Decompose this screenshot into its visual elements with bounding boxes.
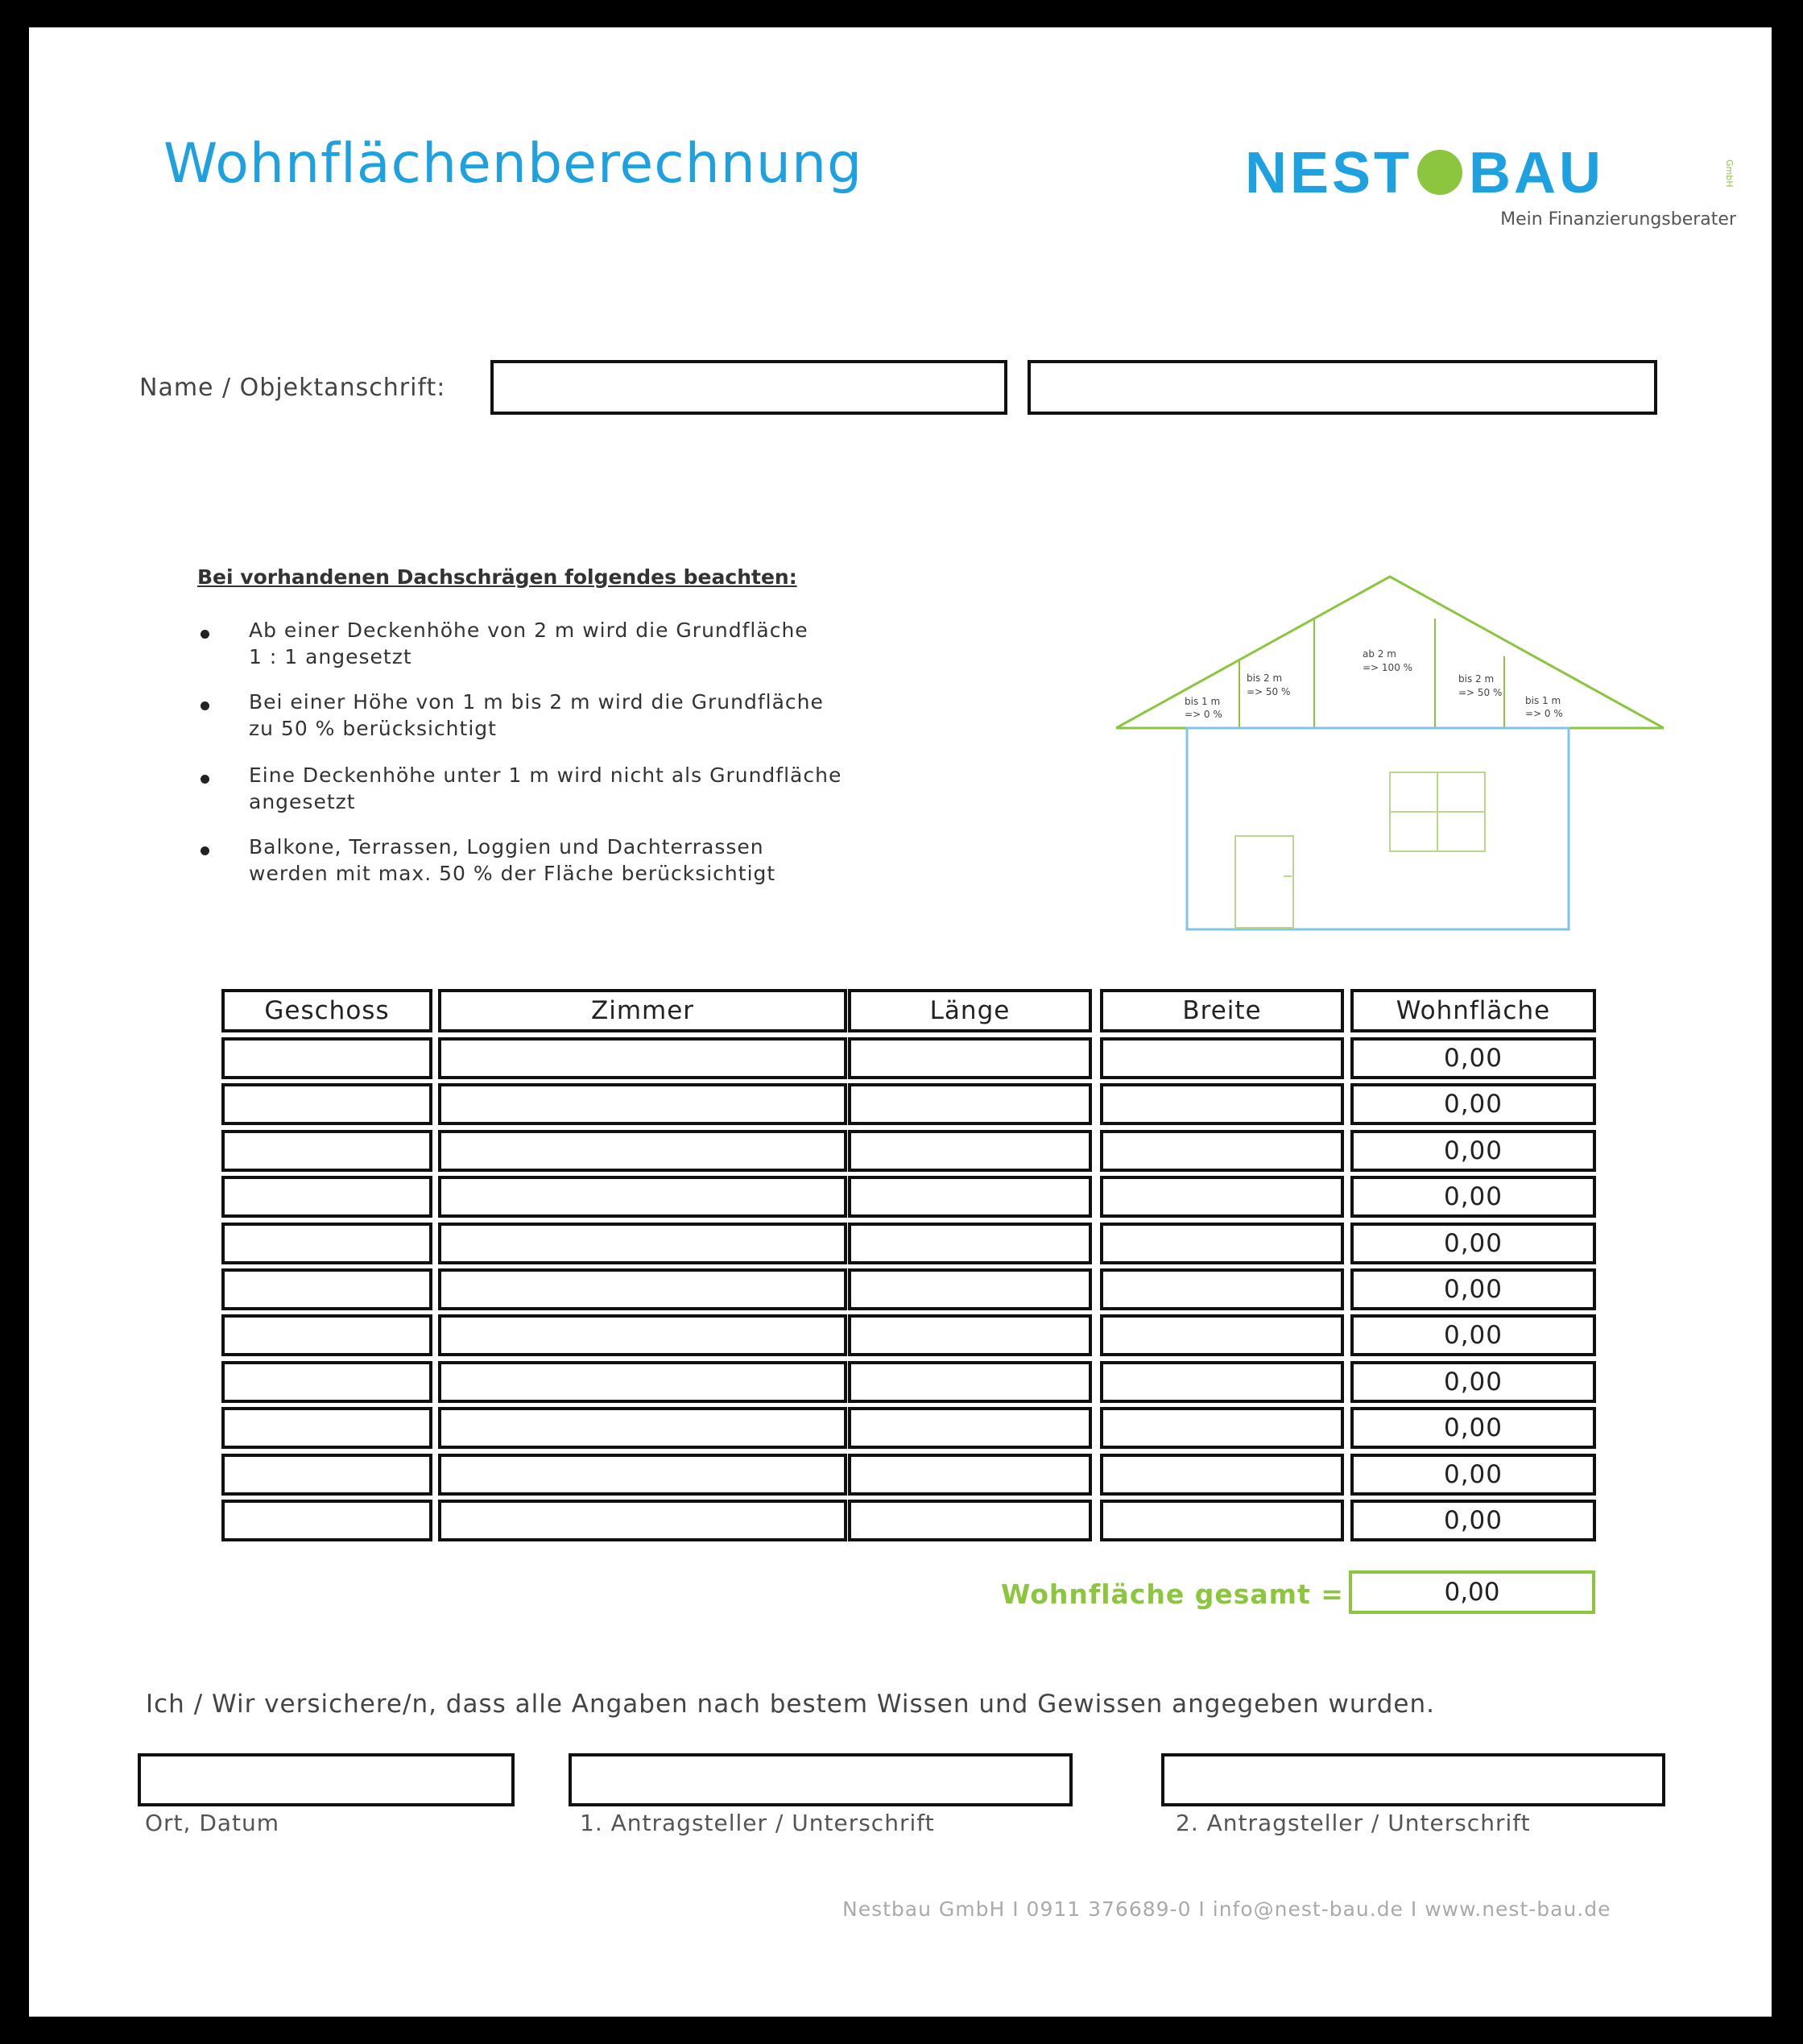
house-icon <box>1417 150 1462 195</box>
cell-laenge[interactable] <box>848 1361 1092 1403</box>
cell-zimmer[interactable] <box>438 1500 847 1541</box>
column-header-laenge: Länge <box>848 989 1092 1032</box>
house-label: bis 2 m <box>1458 673 1495 685</box>
cell-breite[interactable] <box>1100 1361 1344 1403</box>
logo-wordmark <box>1245 140 1604 206</box>
cell-wohnflaeche: 0,00 <box>1350 1407 1596 1449</box>
note-line: Balkone, Terrassen, Loggien und Dachterrassen <box>249 835 764 859</box>
note-line: Ab einer Deckenhöhe von 2 m wird die Grundfläche <box>249 619 808 642</box>
house-label: => 50 % <box>1458 687 1503 698</box>
note-line: werden mit max. 50 % der Fläche berücksichtigt <box>249 862 776 885</box>
cell-wohnflaeche: 0,00 <box>1350 1037 1596 1079</box>
house-label: => 100 % <box>1363 662 1413 673</box>
cell-geschoss[interactable] <box>221 1083 432 1125</box>
cell-zimmer[interactable] <box>438 1454 847 1496</box>
cell-geschoss[interactable] <box>221 1314 432 1356</box>
house-label: => 50 % <box>1247 686 1291 697</box>
house-walls <box>1187 728 1569 929</box>
note-line: 1 : 1 angesetzt <box>249 645 412 668</box>
cell-wohnflaeche: 0,00 <box>1350 1314 1596 1356</box>
cell-wohnflaeche: 0,00 <box>1350 1268 1596 1310</box>
column-header-geschoss: Geschoss <box>221 989 432 1032</box>
house-label: bis 1 m <box>1185 696 1221 707</box>
house-label: ab 2 m <box>1363 648 1396 660</box>
cell-geschoss[interactable] <box>221 1130 432 1172</box>
cell-laenge[interactable] <box>848 1500 1092 1541</box>
logo-tagline: Mein Finanzierungsberater <box>1500 209 1736 230</box>
cell-laenge[interactable] <box>848 1037 1092 1079</box>
applicant-2-signature-input[interactable] <box>1161 1753 1665 1806</box>
logo-legal-form: GmbH <box>1724 159 1735 188</box>
cell-geschoss[interactable] <box>221 1037 432 1079</box>
cell-laenge[interactable] <box>848 1314 1092 1356</box>
place-date-label: Ort, Datum <box>145 1810 280 1836</box>
cell-zimmer[interactable] <box>438 1223 847 1264</box>
name-input[interactable] <box>490 360 1007 415</box>
logo-text-right: BAU <box>1469 141 1605 205</box>
applicant-2-label: 2. Antragsteller / Unterschrift <box>1176 1810 1531 1836</box>
notes-heading: Bei vorhandenen Dachschrägen folgendes beachten: <box>197 565 797 589</box>
note-line: zu 50 % berücksichtigt <box>249 717 497 740</box>
bullet-icon <box>201 630 209 639</box>
column-header-breite: Breite <box>1100 989 1344 1032</box>
cell-laenge[interactable] <box>848 1268 1092 1310</box>
note-line: angesetzt <box>249 790 356 813</box>
house-label: => 0 % <box>1185 709 1222 720</box>
cell-geschoss[interactable] <box>221 1454 432 1496</box>
house-diagram <box>1116 543 1664 945</box>
applicant-1-signature-input[interactable] <box>569 1753 1073 1806</box>
cell-wohnflaeche: 0,00 <box>1350 1454 1596 1496</box>
house-label: bis 1 m <box>1525 695 1561 706</box>
cell-laenge[interactable] <box>848 1407 1092 1449</box>
cell-wohnflaeche: 0,00 <box>1350 1176 1596 1218</box>
cell-zimmer[interactable] <box>438 1361 847 1403</box>
cell-zimmer[interactable] <box>438 1037 847 1079</box>
cell-laenge[interactable] <box>848 1176 1092 1218</box>
cell-zimmer[interactable] <box>438 1176 847 1218</box>
cell-breite[interactable] <box>1100 1454 1344 1496</box>
cell-breite[interactable] <box>1100 1407 1344 1449</box>
company-logo <box>1245 140 1744 237</box>
cell-breite[interactable] <box>1100 1500 1344 1541</box>
place-date-input[interactable] <box>138 1753 515 1806</box>
bullet-icon <box>201 775 209 784</box>
declaration-text: Ich / Wir versichere/n, dass alle Angaben nach bestem Wissen und Gewissen angegeben wurden. <box>146 1690 1435 1719</box>
cell-zimmer[interactable] <box>438 1268 847 1310</box>
form-sheet <box>29 27 1772 2017</box>
cell-wohnflaeche: 0,00 <box>1350 1130 1596 1172</box>
applicant-1-label: 1. Antragsteller / Unterschrift <box>580 1810 935 1836</box>
footer-contact: Nestbau GmbH I 0911 376689-0 I info@nest-bau.de I www.nest-bau.de <box>842 1897 1611 1921</box>
cell-laenge[interactable] <box>848 1083 1092 1125</box>
cell-geschoss[interactable] <box>221 1500 432 1541</box>
cell-wohnflaeche: 0,00 <box>1350 1500 1596 1541</box>
total-area-field: 0,00 <box>1349 1570 1595 1614</box>
total-label: Wohnfläche gesamt = <box>1001 1579 1344 1610</box>
cell-breite[interactable] <box>1100 1268 1344 1310</box>
cell-geschoss[interactable] <box>221 1407 432 1449</box>
cell-wohnflaeche: 0,00 <box>1350 1361 1596 1403</box>
cell-geschoss[interactable] <box>221 1361 432 1403</box>
cell-breite[interactable] <box>1100 1083 1344 1125</box>
cell-laenge[interactable] <box>848 1454 1092 1496</box>
cell-geschoss[interactable] <box>221 1223 432 1264</box>
bullet-icon <box>201 701 209 710</box>
note-line: Eine Deckenhöhe unter 1 m wird nicht als Grundfläche <box>249 763 842 787</box>
cell-wohnflaeche: 0,00 <box>1350 1223 1596 1264</box>
column-header-wohnflaeche: Wohnfläche <box>1350 989 1596 1032</box>
name-address-label: Name / Objektanschrift: <box>139 374 446 402</box>
cell-breite[interactable] <box>1100 1314 1344 1356</box>
house-label: => 0 % <box>1525 708 1563 719</box>
bullet-icon <box>201 846 209 855</box>
house-label: bis 2 m <box>1247 672 1283 684</box>
column-header-zimmer: Zimmer <box>438 989 847 1032</box>
cell-geschoss[interactable] <box>221 1268 432 1310</box>
cell-zimmer[interactable] <box>438 1407 847 1449</box>
cell-breite[interactable] <box>1100 1130 1344 1172</box>
cell-zimmer[interactable] <box>438 1314 847 1356</box>
cell-laenge[interactable] <box>848 1223 1092 1264</box>
cell-laenge[interactable] <box>848 1130 1092 1172</box>
cell-breite[interactable] <box>1100 1223 1344 1264</box>
cell-wohnflaeche: 0,00 <box>1350 1083 1596 1125</box>
page-title: Wohnflächenberechnung <box>163 132 863 196</box>
cell-geschoss[interactable] <box>221 1176 432 1218</box>
address-input[interactable] <box>1028 360 1657 415</box>
note-line: Bei einer Höhe von 1 m bis 2 m wird die Grundfläche <box>249 690 824 714</box>
cell-zimmer[interactable] <box>438 1083 847 1125</box>
cell-breite[interactable] <box>1100 1176 1344 1218</box>
logo-text-left: NEST <box>1245 141 1413 205</box>
cell-zimmer[interactable] <box>438 1130 847 1172</box>
cell-breite[interactable] <box>1100 1037 1344 1079</box>
house-door <box>1235 836 1293 928</box>
